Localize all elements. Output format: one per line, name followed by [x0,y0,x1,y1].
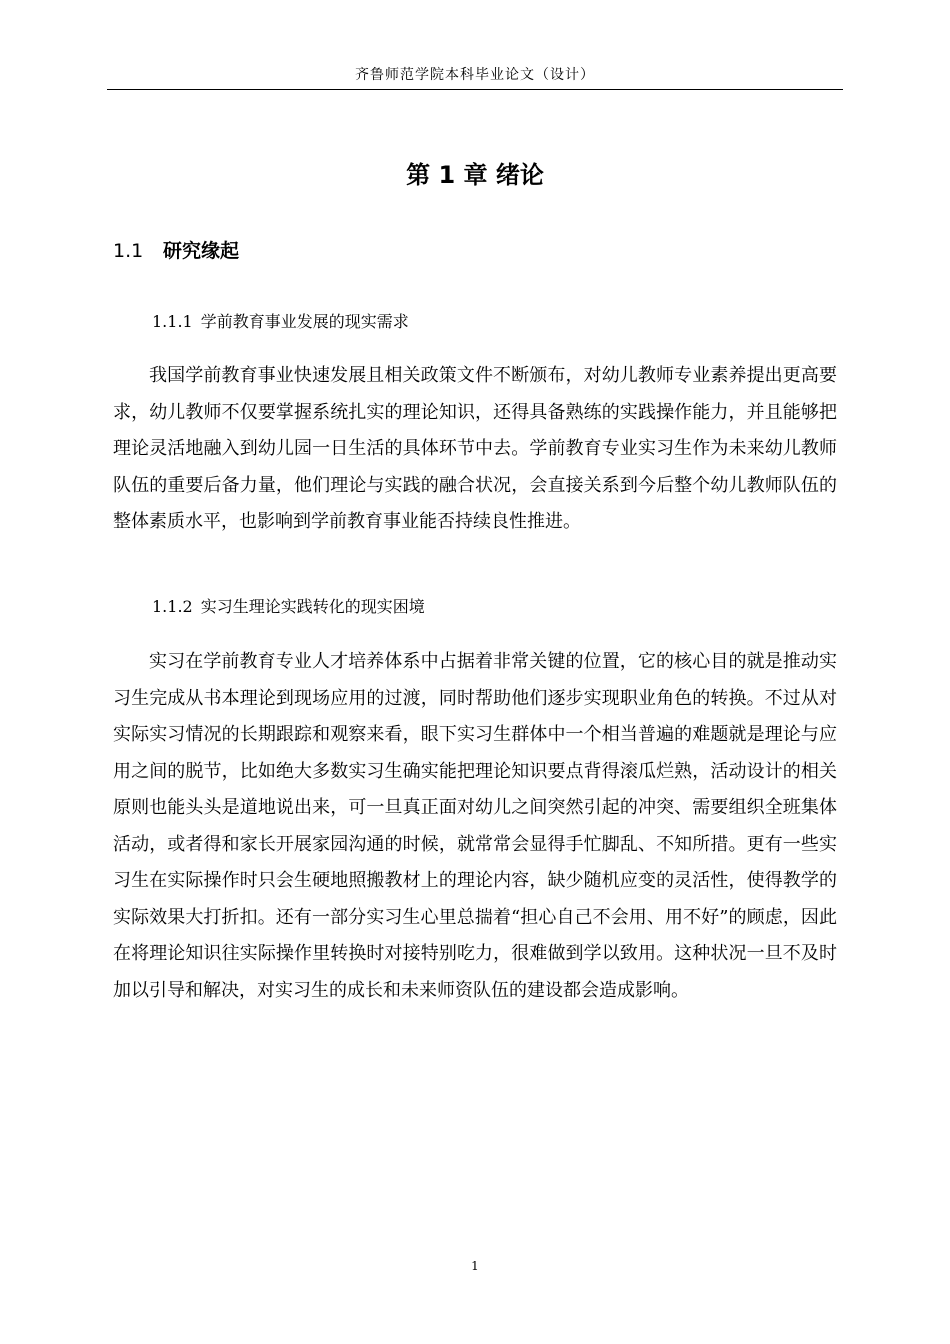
section-title: 研究缘起 [163,240,240,262]
subsection-number: 1.1.1 [152,312,193,331]
page-header [107,64,843,90]
section-number: 1.1 [113,240,144,262]
subsection-title: 学前教育事业发展的现实需求 [200,312,409,331]
body-paragraph-1: 我国学前教育事业快速发展且相关政策文件不断颁布，对幼儿教师专业素养提出更高要求，幼儿教师不仅要掌握系统扎实的理论知识，还得具备熟练的实践操作能力，并且能够把理论灵活地融入到幼儿园一日生活的具体环节中去。学前教育专业实习生作为未来幼儿教师队伍的重要后备力量，他们理论与实践的融合状况，会直接关系到今后整个幼儿教师队伍的整体素质水平，也影响到学前教育事业能否持续良性推进。 [113,365,837,532]
section-heading-1-1 [113,237,239,265]
subsection-heading-1-1-1 [152,310,409,334]
subsection-heading-1-1-2 [152,595,425,619]
subsection-title: 实习生理论实践转化的现实困境 [200,597,425,616]
chapter-title: 第 1 章 绪论 [406,161,544,189]
page-number: 1 [471,1259,479,1273]
body-paragraph-2: 实习在学前教育专业人才培养体系中占据着非常关键的位置，它的核心目的就是推动实习生完成从书本理论到现场应用的过渡，同时帮助他们逐步实现职业角色的转换。不过从对实际实习情况的长期跟踪和观察来看，眼下实习生群体中一个相当普遍的难题就是理论与应用之间的脱节，比如绝大多数实习生确实能把理论知识要点背得滚瓜烂熟，活动设计的相关原则也能头头是道地说出来，可一旦真正面对幼儿之间突然引起的冲突、需要组织全班集体活动，或者得和家长开展家园沟通的时候，就常常会显得手忙脚乱、不知所措。更有一些实习生在实际操作时只会生硬地照搬教材上的理论内容，缺少随机应变的灵活性，使得教学的实际效果大打折扣。还有一部分实习生心里总揣着“担心自己不会用、用不好”的顾虑，因此在将理论知识往实际操作里转换时对接特别吃力，很难做到学以致用。这种状况一旦不及时加以引导和解决，对实习生的成长和未来师资队伍的建设都会造成影响。 [113,651,837,1001]
header-title: 齐鲁师范学院本科毕业论文（设计） [355,67,595,83]
subsection-number: 1.1.2 [152,597,193,616]
